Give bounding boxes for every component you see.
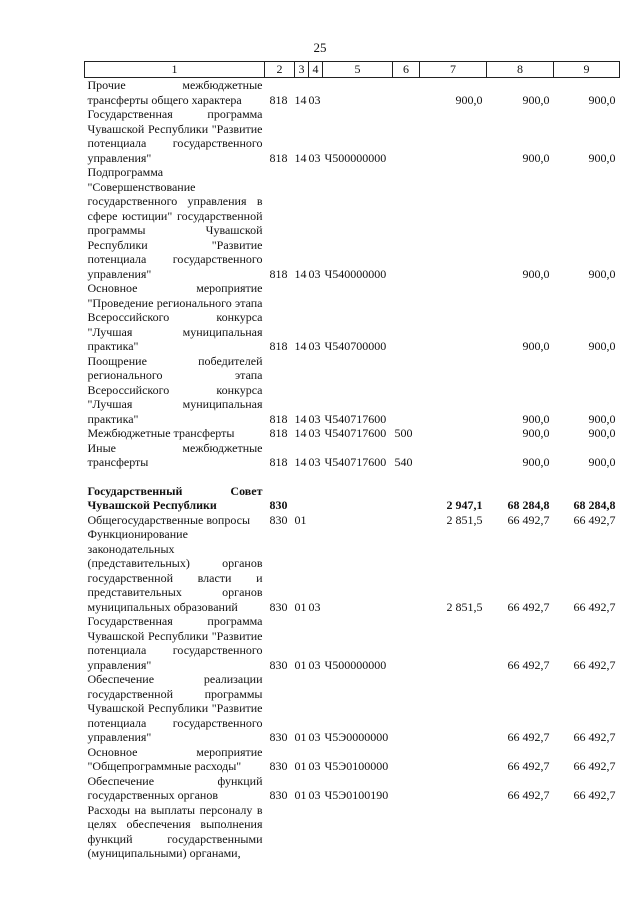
row-amount-9: 66 492,7 bbox=[573, 788, 616, 802]
row-name: Обеспечение реализации государственной программы Чувашской Республики "Развитие потенциала государственного управления" bbox=[87, 672, 263, 744]
row-amount-9: 66 492,7 bbox=[573, 657, 616, 672]
row-code-target: Ч540717600 bbox=[324, 455, 387, 469]
row-code-ministry: 830 bbox=[269, 599, 288, 614]
row-code-ministry: 830 bbox=[269, 759, 288, 773]
row-code-section: 14 bbox=[294, 266, 307, 281]
budget-table bbox=[84, 61, 620, 861]
row-code-target: Ч540717600 bbox=[324, 411, 387, 426]
row-code-type bbox=[393, 527, 420, 614]
row-code-subsection: 03 bbox=[308, 426, 321, 440]
row-code-ministry: 818 bbox=[269, 426, 288, 440]
table-row bbox=[85, 107, 620, 165]
row-code-section bbox=[295, 484, 309, 513]
row-code-subsection: 03 bbox=[308, 657, 321, 672]
spacer-cell bbox=[85, 470, 620, 484]
row-amount-9: 68 284,8 bbox=[573, 498, 616, 512]
row-code-ministry: 818 bbox=[269, 455, 288, 469]
row-amount-7 bbox=[420, 354, 487, 427]
row-amount-8 bbox=[487, 803, 554, 861]
row-code-target: Ч5Э0100190 bbox=[324, 788, 389, 802]
row-name: Поощрение победителей регионального этапа Всероссийского конкурса "Лучшая муниципальная практика" bbox=[87, 353, 263, 426]
row-code-target: Ч500000000 bbox=[324, 150, 387, 165]
page-number: 25 bbox=[313, 40, 327, 55]
row-code-target: Ч540000000 bbox=[324, 266, 387, 281]
row-code-subsection bbox=[309, 484, 323, 513]
row-amount-9: 66 492,7 bbox=[573, 599, 616, 614]
table-row bbox=[85, 354, 620, 427]
row-name: Функционирование законодательных (представительных) органов государственной власти и представительных органов муниципальных образований bbox=[87, 527, 263, 614]
row-code-section: 01 bbox=[294, 657, 307, 672]
row-amount-7 bbox=[420, 281, 487, 354]
table-row bbox=[85, 426, 620, 441]
row-code-type bbox=[393, 803, 420, 861]
row-amount-8: 66 492,7 bbox=[507, 788, 550, 802]
row-code-ministry: 818 bbox=[269, 411, 288, 426]
row-code-ministry: 830 bbox=[269, 788, 288, 802]
row-amount-7 bbox=[420, 426, 487, 441]
col-header-2: 2 bbox=[265, 62, 295, 78]
row-code-target bbox=[323, 78, 393, 108]
row-amount-9 bbox=[554, 803, 620, 861]
row-amount-8: 900,0 bbox=[522, 455, 550, 469]
table-row bbox=[85, 672, 620, 745]
col-header-9: 9 bbox=[554, 62, 620, 78]
row-amount-9: 900,0 bbox=[588, 150, 616, 165]
row-code-ministry bbox=[265, 803, 295, 861]
row-name: Иные межбюджетные трансферты bbox=[87, 440, 263, 469]
col-header-5: 5 bbox=[323, 62, 393, 78]
row-amount-7: 2 947,1 bbox=[446, 498, 483, 512]
row-code-subsection: 03 bbox=[308, 730, 321, 744]
row-code-type bbox=[393, 78, 420, 108]
row-code-target: Ч540700000 bbox=[324, 339, 387, 353]
row-amount-9: 66 492,7 bbox=[573, 759, 616, 773]
row-amount-9: 900,0 bbox=[588, 266, 616, 281]
row-amount-8: 66 492,7 bbox=[507, 599, 550, 614]
row-code-subsection bbox=[309, 803, 323, 861]
col-header-8: 8 bbox=[487, 62, 554, 78]
row-code-ministry: 830 bbox=[269, 498, 288, 512]
row-amount-9: 66 492,7 bbox=[573, 730, 616, 744]
row-amount-7 bbox=[420, 165, 487, 281]
table-row bbox=[85, 78, 620, 108]
row-amount-8: 66 492,7 bbox=[507, 657, 550, 672]
row-code-ministry: 830 bbox=[269, 657, 288, 672]
table-row bbox=[85, 484, 620, 513]
row-code-type bbox=[393, 107, 420, 165]
row-name: Обеспечение функций государственных органов bbox=[87, 773, 263, 802]
row-code-target: Ч500000000 bbox=[324, 657, 387, 672]
row-code-section: 14 bbox=[294, 339, 307, 353]
row-code-target: Ч5Э0100000 bbox=[324, 759, 389, 773]
row-code-type bbox=[393, 513, 420, 528]
row-amount-8: 68 284,8 bbox=[507, 498, 550, 512]
col-header-4: 4 bbox=[309, 62, 323, 78]
table-row bbox=[85, 513, 620, 528]
row-name: Основное мероприятие "Проведение регионального этапа Всероссийского конкурса "Лучшая муниципальная практика" bbox=[87, 281, 263, 353]
row-amount-7 bbox=[420, 441, 487, 470]
row-name: Общегосударственные вопросы bbox=[87, 512, 251, 527]
row-amount-9: 900,0 bbox=[588, 339, 616, 353]
row-code-subsection: 03 bbox=[308, 788, 321, 802]
spacer-row bbox=[85, 470, 620, 484]
row-code-ministry: 818 bbox=[269, 266, 288, 281]
row-amount-7 bbox=[420, 672, 487, 745]
col-header-1: 1 bbox=[85, 62, 265, 78]
row-code-target bbox=[323, 803, 393, 861]
row-amount-8: 66 492,7 bbox=[507, 512, 550, 527]
row-code-type bbox=[393, 354, 420, 427]
table-row bbox=[85, 441, 620, 470]
row-code-section: 01 bbox=[294, 788, 307, 802]
row-code-target bbox=[323, 484, 393, 513]
row-code-ministry: 830 bbox=[269, 730, 288, 744]
table-row bbox=[85, 165, 620, 281]
row-code-subsection: 03 bbox=[308, 339, 321, 353]
row-amount-9: 900,0 bbox=[588, 426, 616, 440]
row-code-section: 14 bbox=[294, 92, 307, 107]
row-amount-8: 900,0 bbox=[522, 150, 550, 165]
row-code-section: 01 bbox=[294, 759, 307, 773]
row-code-target bbox=[323, 513, 393, 528]
row-amount-8: 900,0 bbox=[522, 266, 550, 281]
col-header-3: 3 bbox=[295, 62, 309, 78]
col-header-6: 6 bbox=[393, 62, 420, 78]
table-row bbox=[85, 281, 620, 354]
row-code-ministry: 830 bbox=[269, 512, 288, 527]
row-code-section bbox=[295, 803, 309, 861]
row-code-section: 14 bbox=[294, 455, 307, 469]
row-amount-7 bbox=[420, 745, 487, 774]
row-code-target bbox=[323, 527, 393, 614]
table-row bbox=[85, 527, 620, 614]
row-code-section: 14 bbox=[294, 411, 307, 426]
row-code-target: Ч540717600 bbox=[324, 426, 387, 440]
row-code-ministry: 818 bbox=[269, 150, 288, 165]
row-code-subsection: 03 bbox=[308, 599, 321, 614]
row-amount-9: 900,0 bbox=[588, 411, 616, 426]
row-code-type bbox=[393, 484, 420, 513]
row-amount-7 bbox=[420, 803, 487, 861]
row-amount-9: 900,0 bbox=[588, 92, 616, 107]
row-name: Государственный Совет Чувашской Республики bbox=[87, 483, 263, 512]
row-amount-7 bbox=[420, 107, 487, 165]
row-amount-8: 66 492,7 bbox=[507, 759, 550, 773]
row-code-subsection: 03 bbox=[308, 759, 321, 773]
row-code-type bbox=[393, 614, 420, 672]
row-code-section: 01 bbox=[294, 730, 307, 744]
table-row bbox=[85, 803, 620, 861]
row-code-type: 500 bbox=[394, 426, 413, 440]
row-amount-7 bbox=[420, 614, 487, 672]
row-code-ministry: 818 bbox=[269, 339, 288, 353]
row-code-section: 14 bbox=[294, 426, 307, 440]
row-code-type bbox=[393, 745, 420, 774]
row-name: Государственная программа Чувашской Республики "Развитие потенциала государственного управления" bbox=[87, 614, 263, 672]
col-header-7: 7 bbox=[420, 62, 487, 78]
row-amount-7 bbox=[420, 774, 487, 803]
row-code-type bbox=[393, 774, 420, 803]
row-name: Межбюджетные трансферты bbox=[87, 426, 235, 440]
row-amount-8: 900,0 bbox=[522, 411, 550, 426]
row-name: Подпрограмма "Совершенствование государственного управления в сфере юстиции" государственной программы Чувашской Республики "Развитие потенциала государственного управления" bbox=[87, 165, 263, 281]
row-code-type bbox=[393, 281, 420, 354]
row-code-subsection bbox=[309, 513, 323, 528]
table-row bbox=[85, 614, 620, 672]
row-amount-8: 900,0 bbox=[522, 426, 550, 440]
row-name: Государственная программа Чувашской Республики "Развитие потенциала государственного управления" bbox=[87, 107, 263, 165]
row-code-subsection: 03 bbox=[308, 92, 321, 107]
row-amount-8: 900,0 bbox=[522, 339, 550, 353]
row-name: Расходы на выплаты персоналу в целях обеспечения выполнения функций государственными (муниципальными) органами, bbox=[87, 802, 263, 860]
row-amount-9: 900,0 bbox=[588, 455, 616, 469]
row-code-subsection: 03 bbox=[308, 266, 321, 281]
row-name: Основное мероприятие "Общепрограммные расходы" bbox=[87, 744, 263, 773]
row-code-type bbox=[393, 165, 420, 281]
row-name: Прочие межбюджетные трансферты общего характера bbox=[87, 78, 263, 107]
header-row bbox=[85, 62, 620, 78]
row-code-subsection: 03 bbox=[308, 150, 321, 165]
table-row bbox=[85, 745, 620, 774]
row-code-section: 14 bbox=[294, 150, 307, 165]
row-amount-9: 66 492,7 bbox=[573, 512, 616, 527]
row-code-type: 540 bbox=[394, 455, 413, 469]
row-code-subsection: 03 bbox=[308, 411, 321, 426]
row-code-section: 01 bbox=[294, 512, 307, 527]
row-code-type bbox=[393, 672, 420, 745]
row-code-subsection: 03 bbox=[308, 455, 321, 469]
row-amount-7: 2 851,5 bbox=[446, 512, 483, 527]
row-amount-8: 900,0 bbox=[522, 92, 550, 107]
row-code-ministry: 818 bbox=[269, 92, 288, 107]
table-row bbox=[85, 774, 620, 803]
row-code-target: Ч5Э0000000 bbox=[324, 730, 389, 744]
row-amount-7: 2 851,5 bbox=[446, 599, 483, 614]
row-amount-7: 900,0 bbox=[455, 92, 483, 107]
row-amount-8: 66 492,7 bbox=[507, 730, 550, 744]
row-code-section: 01 bbox=[294, 599, 307, 614]
